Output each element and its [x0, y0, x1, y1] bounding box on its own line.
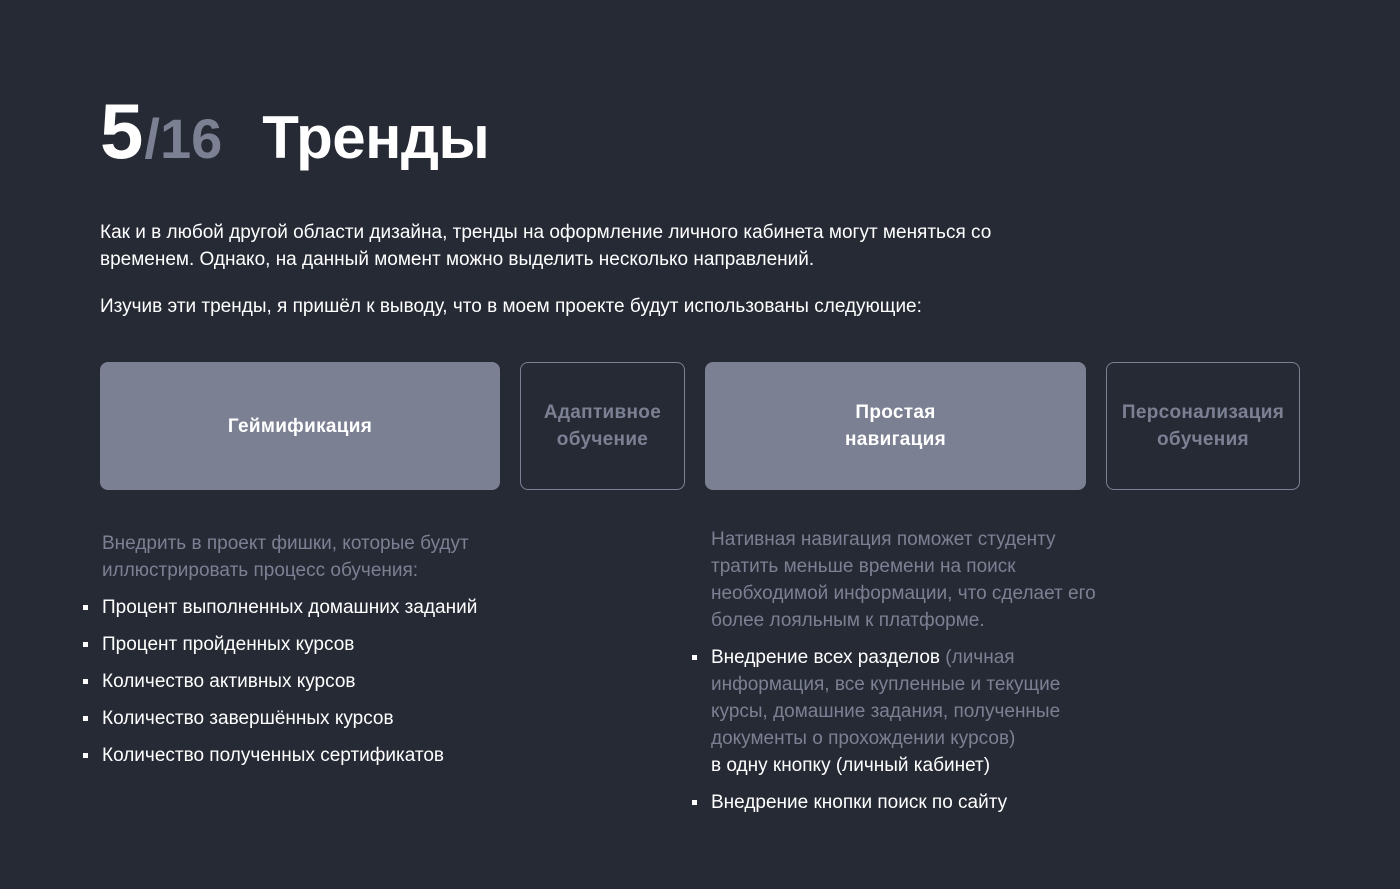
card-gamification: [100, 362, 500, 490]
gamification-description: Внедрить в проект фишки, которые будут иллюстрировать процесс обучения:: [102, 533, 469, 581]
slide-number: 5: [100, 87, 143, 175]
navigation-description: Нативная навигация поможет студенту тратить меньше времени на поиск необходимой информации, что сделает его более лояльным к платформе.: [711, 529, 1096, 631]
list-item: Количество активных курсов: [102, 668, 522, 695]
navigation-list: [711, 644, 1111, 816]
bullet-icon: [83, 679, 88, 684]
list-item: Внедрение кнопки поиск по сайту: [711, 789, 1111, 816]
card-personalized-learning: [1106, 362, 1300, 490]
list-item: Внедрение всех разделов (личная информация, все купленные и текущие курсы, домашние задания, полученные документы о прохождении курсов) в одну кнопку (личный кабинет): [711, 644, 1111, 779]
gamification-list: [102, 594, 522, 769]
bullet-icon: [83, 605, 88, 610]
bullet-icon: [692, 655, 697, 660]
slide-total: /16: [144, 107, 223, 170]
card-label: Простая навигация: [844, 402, 947, 450]
bullet-icon: [83, 642, 88, 647]
card-adaptive-learning: [520, 362, 685, 490]
intro-paragraph-1: Как и в любой другой области дизайна, тренды на оформление личного кабинета могут меняться со временем. Однако, на данный момент можно выделить несколько направлений.: [100, 222, 992, 270]
list-item: Процент выполненных домашних заданий: [102, 594, 522, 621]
page-title: Тренды: [262, 104, 490, 171]
bullet-icon: [83, 716, 88, 721]
card-label: Геймификация: [227, 415, 373, 437]
intro-paragraph-2: Изучив эти тренды, я пришёл к выводу, что в моем проекте будут использованы следующие:: [100, 296, 922, 317]
bullet-icon: [692, 800, 697, 805]
list-item: Процент пройденных курсов: [102, 631, 522, 658]
card-simple-navigation: [705, 362, 1086, 490]
intro-text: [100, 219, 1020, 340]
list-item: Количество завершённых курсов: [102, 705, 522, 732]
card-label: Персонализация обучения: [1121, 402, 1285, 450]
bullet-icon: [83, 753, 88, 758]
page-header: [100, 86, 489, 176]
list-item: Количество полученных сертификатов: [102, 742, 522, 769]
navigation-details: [711, 526, 1111, 826]
card-label: Адаптивное обучение: [543, 402, 662, 450]
gamification-details: [102, 530, 522, 779]
